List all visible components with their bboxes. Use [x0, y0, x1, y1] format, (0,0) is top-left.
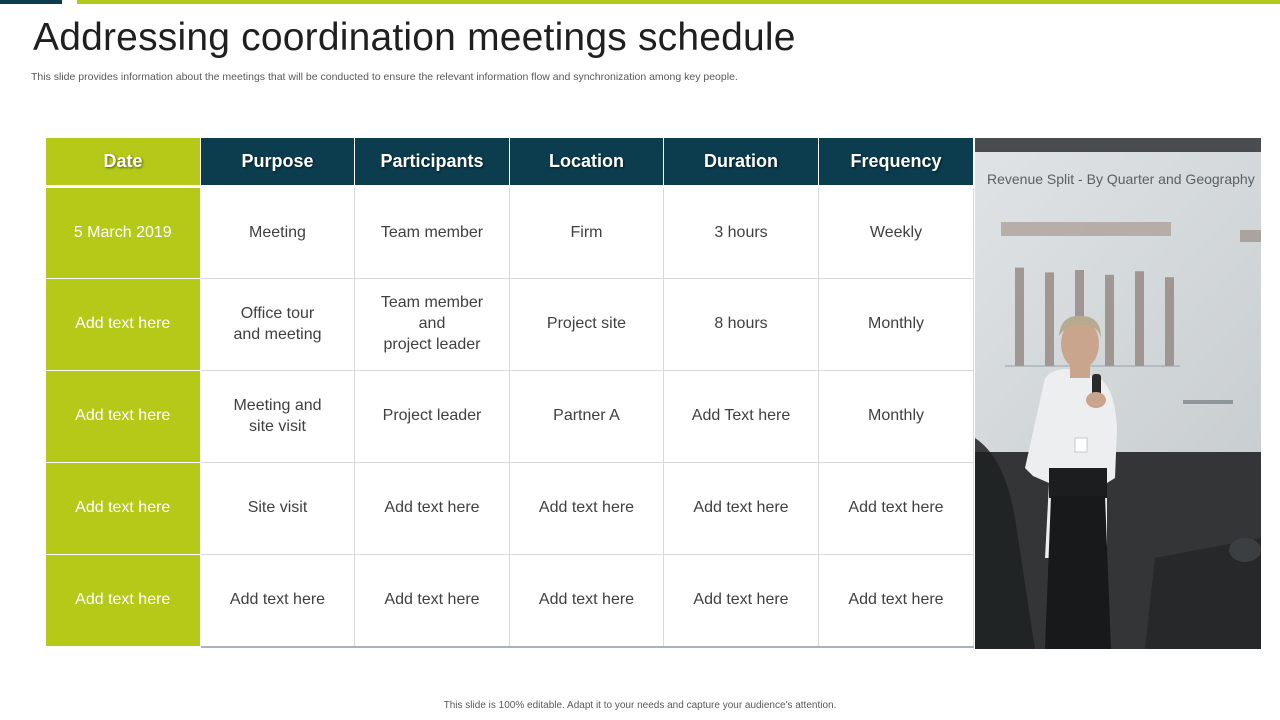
screen-slider	[1183, 400, 1233, 404]
badge-icon	[1075, 438, 1087, 452]
screen-bar	[1015, 268, 1024, 366]
frequency-cell: Add text here	[819, 555, 974, 647]
purpose-cell: Meeting and site visit	[201, 371, 355, 463]
frequency-cell: Monthly	[819, 279, 974, 371]
location-cell: Partner A	[510, 371, 664, 463]
purpose-cell: Meeting	[201, 187, 355, 279]
purpose-cell: Site visit	[201, 463, 355, 555]
table-header-row	[46, 138, 974, 187]
date-cell: Add text here	[46, 279, 201, 371]
header-location: Location	[510, 138, 664, 187]
table-row	[46, 371, 974, 463]
purpose-cell: Add text here	[201, 555, 355, 647]
header-date: Date	[46, 138, 201, 187]
presenter-photo-illustration	[975, 138, 1261, 649]
frequency-cell: Monthly	[819, 371, 974, 463]
presenter-trousers	[1045, 496, 1111, 649]
header-frequency: Frequency	[819, 138, 974, 187]
presenter-neck	[1070, 366, 1090, 378]
table-row	[46, 463, 974, 555]
table-row	[46, 279, 974, 371]
screen-banner	[1001, 222, 1171, 236]
date-cell: Add text here	[46, 463, 201, 555]
duration-cell: Add text here	[664, 555, 819, 647]
top-accent-bar-lime	[77, 0, 1280, 4]
date-cell: 5 March 2019	[46, 187, 201, 279]
participants-cell: Project leader	[355, 371, 510, 463]
duration-cell: Add text here	[664, 463, 819, 555]
location-cell: Firm	[510, 187, 664, 279]
purpose-cell: Office tour and meeting	[201, 279, 355, 371]
location-cell: Project site	[510, 279, 664, 371]
frequency-cell: Weekly	[819, 187, 974, 279]
presenter-belt	[1049, 468, 1107, 498]
screen-bar	[1045, 272, 1054, 366]
duration-cell: 8 hours	[664, 279, 819, 371]
header-participants: Participants	[355, 138, 510, 187]
header-purpose: Purpose	[201, 138, 355, 187]
location-cell: Add text here	[510, 463, 664, 555]
participants-cell: Add text here	[355, 555, 510, 647]
presenter-hand	[1086, 392, 1106, 408]
top-accent-bar-dark	[0, 0, 62, 4]
screen-bar	[1105, 275, 1114, 366]
table-row	[46, 555, 974, 647]
date-cell: Add text here	[46, 371, 201, 463]
slide-title: Addressing coordination meetings schedule	[33, 16, 796, 59]
header-duration: Duration	[664, 138, 819, 187]
participants-cell: Team member	[355, 187, 510, 279]
duration-cell: Add Text here	[664, 371, 819, 463]
frequency-cell: Add text here	[819, 463, 974, 555]
duration-cell: 3 hours	[664, 187, 819, 279]
table-row	[46, 187, 974, 279]
screen-title: Revenue Split - By Quarter and Geography	[987, 171, 1255, 187]
presenter-photo	[975, 138, 1261, 649]
slide-subtitle: This slide provides information about the meetings that will be conducted to ensure the relevant information flow and synchronization among key people.	[31, 71, 738, 83]
audience-head	[1229, 538, 1261, 562]
participants-cell: Team member and project leader	[355, 279, 510, 371]
schedule-table	[45, 137, 974, 648]
participants-cell: Add text here	[355, 463, 510, 555]
screen-bar	[1165, 277, 1174, 366]
date-cell: Add text here	[46, 555, 201, 647]
slide-footer: This slide is 100% editable. Adapt it to your needs and capture your audience's attention.	[443, 700, 837, 711]
screen-banner-right	[1240, 230, 1261, 242]
screen-bar	[1135, 271, 1144, 366]
location-cell: Add text here	[510, 555, 664, 647]
